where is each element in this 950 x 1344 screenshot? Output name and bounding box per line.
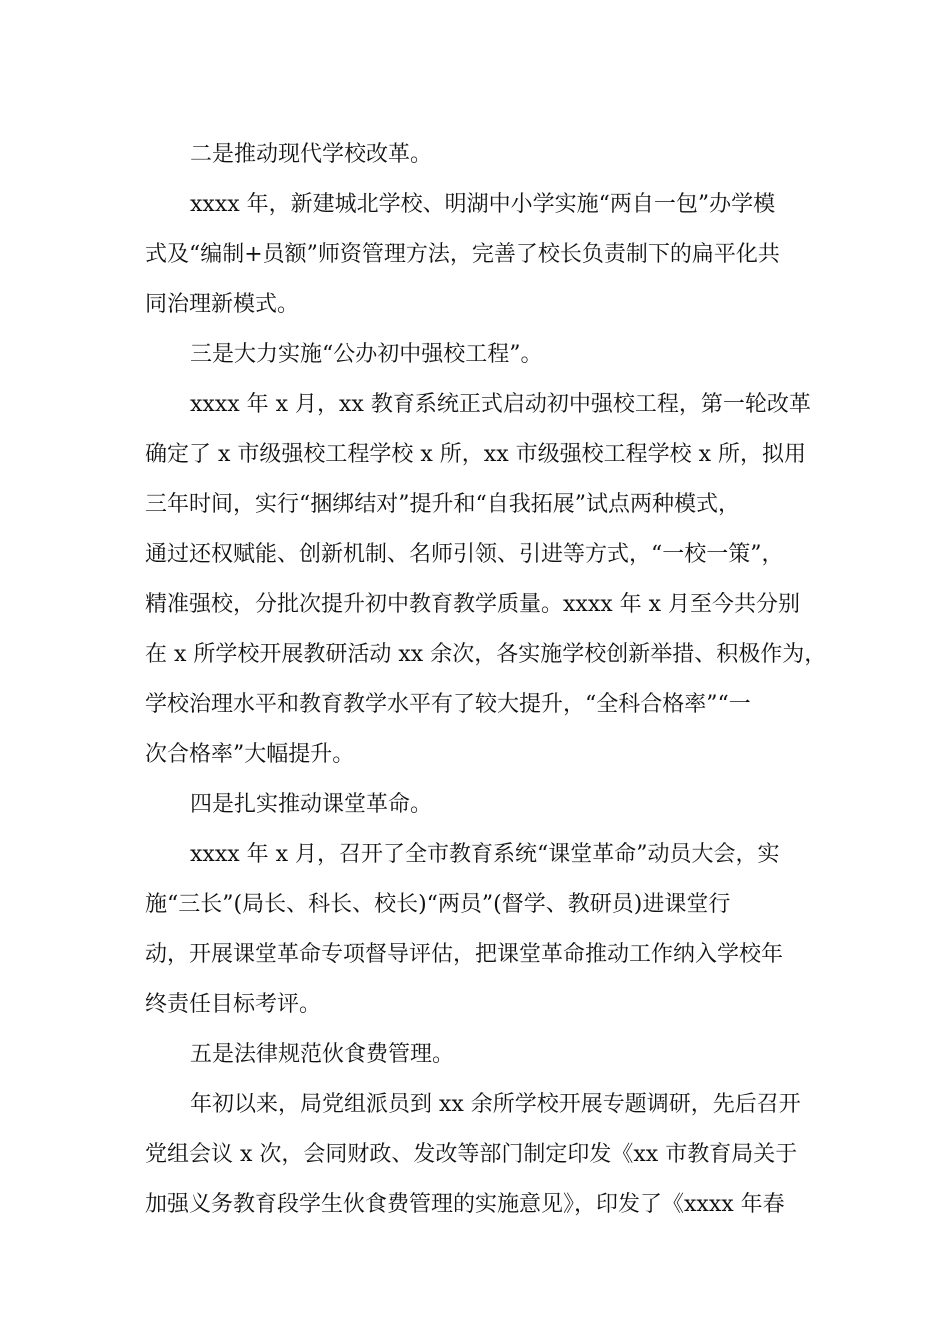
text-line: 党组会议 x 次，会同财政、发改等部门制定印发《xx 市教育局关于 (145, 1142, 798, 1167)
paragraph-heading-2 (145, 130, 825, 180)
paragraph-body (145, 380, 825, 780)
text-line: 终责任目标考评。 (145, 992, 322, 1017)
text-line: 同治理新模式。 (145, 292, 300, 317)
paragraph-body (145, 180, 825, 330)
text-line: 三是大力实施“公办初中强校工程”。 (190, 342, 543, 367)
text-line: 加强义务教育段学生伙食费管理的实施意见》，印发了《xxxx 年春 (145, 1192, 785, 1217)
text-line: 五是法律规范伙食费管理。 (190, 1042, 455, 1067)
text-line: 学校治理水平和教育教学水平有了较大提升，“全科合格率”“一 (145, 692, 751, 717)
text-line: 年初以来，局党组派员到 xx 余所学校开展专题调研，先后召开 (190, 1092, 801, 1117)
text-line: 动，开展课堂革命专项督导评估，把课堂革命推动工作纳入学校年 (145, 942, 784, 967)
document-body (145, 130, 825, 1230)
paragraph-body (145, 1080, 825, 1230)
text-line: xxxx 年 x 月，xx 教育系统正式启动初中强校工程，第一轮改革 (190, 392, 811, 417)
text-line: 二是推动现代学校改革。 (190, 142, 433, 167)
paragraph-body (145, 830, 825, 1030)
text-line: 式及“编制+员额”师资管理方法，完善了校长负责制下的扁平化共 (145, 242, 780, 267)
text-line: 精准强校，分批次提升初中教育教学质量。xxxx 年 x 月至今共分别 (145, 592, 801, 617)
paragraph-heading-5 (145, 1030, 825, 1080)
text-line: 通过还权赋能、创新机制、名师引领、引进等方式，“一校一策”， (145, 542, 784, 567)
text-line: 施“三长”(局长、科长、校长)“两员”(督学、教研员)进课堂行 (145, 892, 731, 917)
paragraph-heading-3 (145, 330, 825, 380)
text-line: 确定了 x 市级强校工程学校 x 所，xx 市级强校工程学校 x 所，拟用 (145, 442, 806, 467)
text-line: 四是扎实推动课堂革命。 (190, 792, 433, 817)
text-line: xxxx 年，新建城北学校、明湖中小学实施“两自一包”办学模 (190, 192, 776, 217)
text-line: 次合格率”大幅提升。 (145, 742, 355, 767)
text-line: 在 x 所学校开展教研活动 xx 余次，各实施学校创新举措、积极作为， (145, 642, 827, 667)
paragraph-heading-4 (145, 780, 825, 830)
text-line: xxxx 年 x 月，召开了全市教育系统“课堂革命”动员大会，实 (190, 842, 780, 867)
text-line: 三年时间，实行“捆绑结对”提升和“自我拓展”试点两种模式， (145, 492, 740, 517)
